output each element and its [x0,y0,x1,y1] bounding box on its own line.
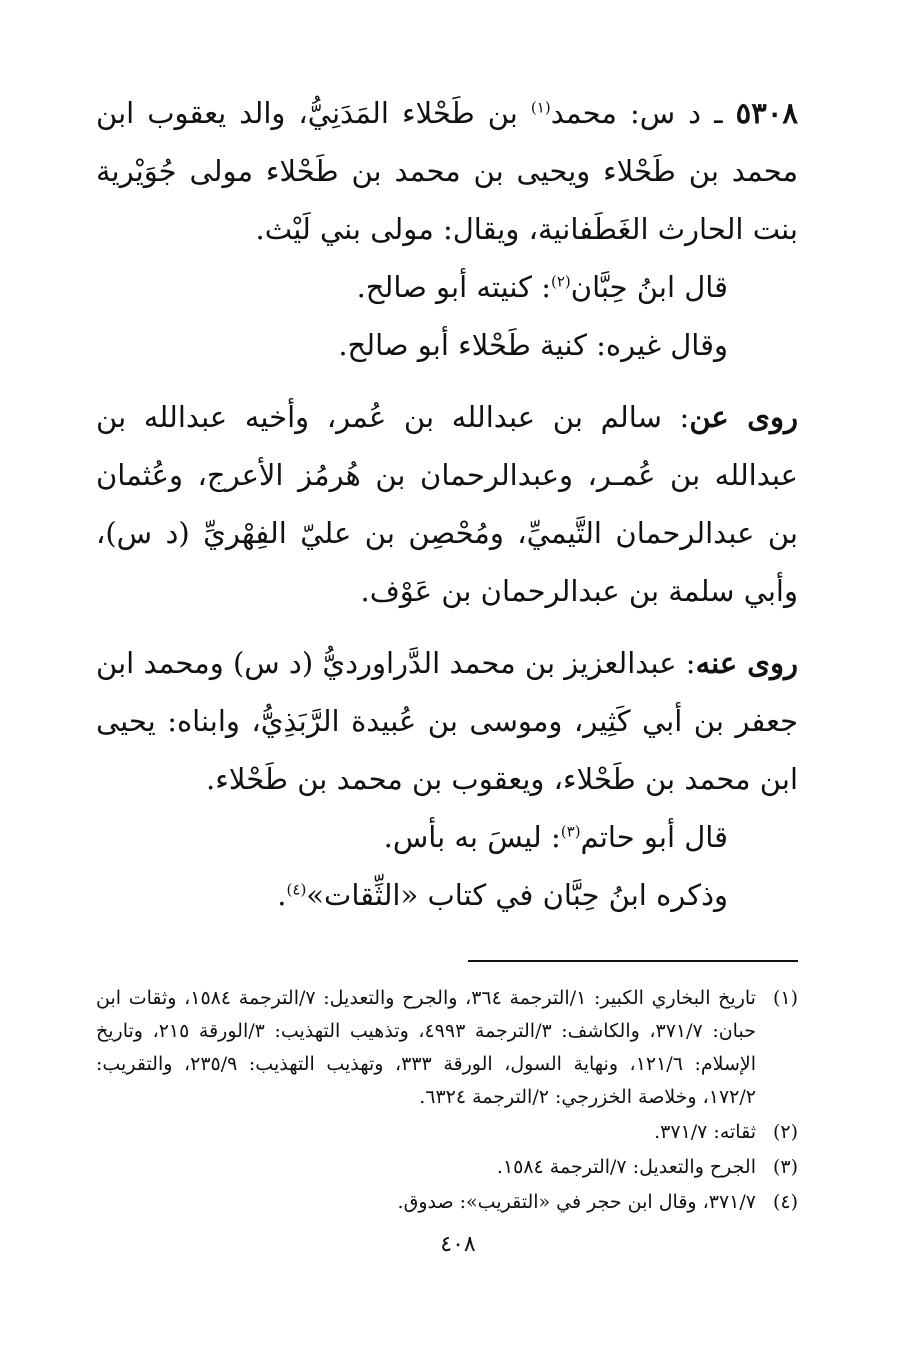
rawa-an-label: روى عن [689,400,798,434]
entry-header-paragraph [96,84,798,258]
rawa-anhu-text: : عبدالعزيز بن محمد الدَّراورديُّ (د س) ومحمد ابن جعفر بن أبي كَثِير، وموسى بن عُبيدة الرَّبَذِيُّ، وابناه: يحيى ابن محمد بن طَحْلاء، ويعقوب بن محمد بن طَحْلاء. [96,646,798,796]
footnote-ref-2[interactable]: (٢) [550,272,571,291]
kunya-line-1-b: : كنيته أبو صالح. [356,270,551,304]
footnote-4 [96,1186,798,1219]
footnote-divider [468,960,798,962]
grading-line-1-a: قال أبو حاتم [580,820,728,854]
footnote-number: (٢) [772,1121,798,1143]
page-number: ٤٠٨ [440,1232,476,1257]
page-body [96,84,798,1284]
spacer [96,374,798,388]
footnote-text: تاريخ البخاري الكبير: ١/الترجمة ٣٦٤، والجرح والتعديل: ٧/الترجمة ١٥٨٤، وثقات ابن حبان: ٣٧١/٧، والكاشف: ٣/الترجمة ٤٩٩٣، وتذهيب التهذيب: ٣/الورقة ٢١٥، وتاريخ الإسلام: ١٢١/٦، ونهاية السول، الورقة ٣٣٣، وتهذيب التهذيب: ٢٣٥/٩، والتقريب: ١٧٢/٢، وخلاصة الخزرجي: ٢/الترجمة ٦٣٢٤. [96,987,757,1108]
footnote-number: (٤) [772,1191,798,1213]
footnote-ref-1[interactable]: (١) [530,98,551,117]
footnote-text: ٣٧١/٧، وقال ابن حجر في «التقريب»: صدوق. [397,1191,756,1213]
spacer [96,620,798,634]
kunya-line-1-a: قال ابنُ حِبَّان [570,270,728,304]
footnote-text: ثقاته: ٣٧١/٧. [654,1121,756,1143]
entry-number: ٥٣٠٨ [735,96,798,130]
footnote-number: (٣) [772,1156,798,1178]
footnote-ref-3[interactable]: (٣) [560,822,581,841]
entry-colon: : [616,96,640,130]
entry-rest: بن طَحْلاء المَدَنِيُّ، والد يعقوب ابن محمد بن طَحْلاء ويحيى بن محمد بن طَحْلاء مولى جُوَيْرية بنت الحارث الغَطَفانية، ويقال: مولى بني لَيْث. [96,96,798,246]
grading-line-2-a: وذكره ابنُ حِبَّان في كتاب «الثِّقات» [306,878,728,912]
grading-line-1 [96,808,798,866]
rawa-anhu-paragraph [96,634,798,808]
entry-codes: د س [639,96,702,130]
rawa-anhu-label: روى عنه [695,646,798,680]
grading-line-1-b: : ليسَ به بأس. [383,820,561,854]
rawa-an-paragraph [96,388,798,620]
footnote-2 [96,1116,798,1149]
grading-line-2 [96,866,798,924]
footnote-ref-4[interactable]: (٤) [286,880,307,899]
grading-line-2-b: . [277,878,287,912]
rawa-an-text: : سالم بن عبدالله بن عُمر، وأخيه عبدالله بن عبدالله بن عُمـر، وعبدالرحمان بن هُرمُز الأعرج، وعُثمان بن عبدالرحمان التَّيميِّ، ومُحْصِن بن عليّ الفِهْريِّ (د س)، وأبي سلمة بن عبدالرحمان بن عَوْف. [96,400,798,608]
footnotes [96,982,798,1219]
kunya-line-1 [96,258,798,316]
footnote-1 [96,982,798,1114]
footnote-number: (١) [772,987,798,1009]
footnote-text: الجرح والتعديل: ٧/الترجمة ١٥٨٤. [496,1156,756,1178]
kunya-line-2: وقال غيره: كنية طَحْلاء أبو صالح. [338,328,728,362]
entry-name: محمد [550,96,617,130]
footnote-3 [96,1151,798,1184]
entry-separator: ـ [701,96,736,130]
